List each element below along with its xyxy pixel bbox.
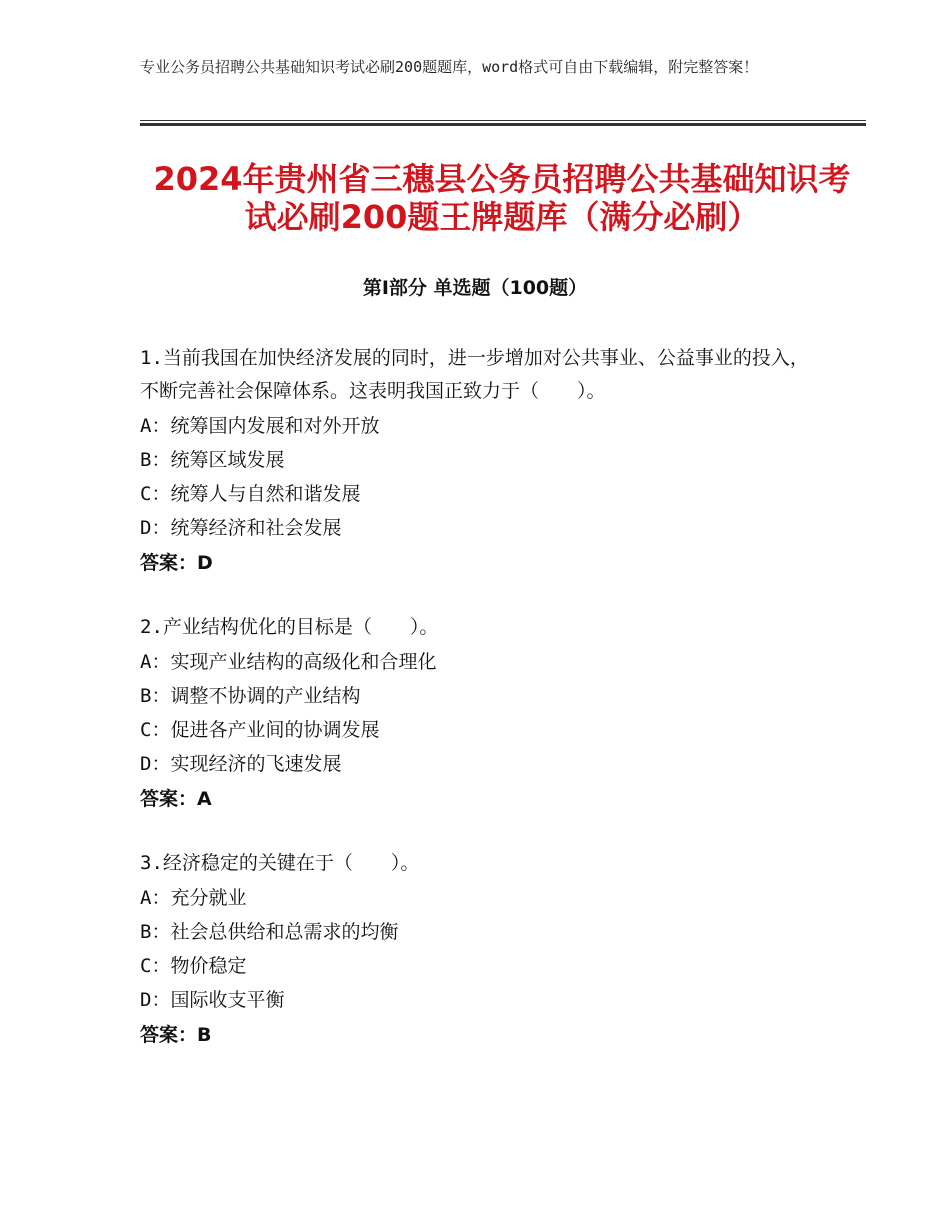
question-2 — [140, 611, 820, 817]
question-stem: 2.产业结构优化的目标是（ ）。 — [140, 616, 439, 638]
header-divider — [140, 120, 866, 126]
question-1 — [140, 342, 820, 581]
option-c: C：统筹人与自然和谐发展 — [140, 483, 361, 505]
answer-label: 答案：B — [140, 1024, 212, 1046]
answer-label: 答案：A — [140, 788, 212, 810]
section-title: 第Ⅰ部分 单选题（100题） — [362, 277, 588, 299]
option-c: C：促进各产业间的协调发展 — [140, 719, 380, 741]
option-a: A：充分就业 — [140, 887, 247, 909]
option-b: B：社会总供给和总需求的均衡 — [140, 921, 399, 943]
option-d: D：统筹经济和社会发展 — [140, 517, 342, 539]
option-c: C：物价稳定 — [140, 955, 247, 977]
question-stem: 3.经济稳定的关键在于（ ）。 — [140, 852, 420, 874]
option-a: A：统筹国内发展和对外开放 — [140, 415, 380, 437]
question-list — [140, 342, 820, 1083]
option-a: A：实现产业结构的高级化和合理化 — [140, 651, 437, 673]
option-b: B：调整不协调的产业结构 — [140, 685, 361, 707]
document-title: 2024年贵州省三穗县公务员招聘公共基础知识考试必刷200题王牌题库（满分必刷） — [153, 160, 851, 236]
option-b: B：统筹区域发展 — [140, 449, 285, 471]
answer-label: 答案：D — [140, 552, 213, 574]
question-3 — [140, 847, 820, 1053]
option-d: D：国际收支平衡 — [140, 989, 285, 1011]
option-d: D：实现经济的飞速发展 — [140, 753, 342, 775]
header-note: 专业公务员招聘公共基础知识考试必刷200题题库，word格式可自由下载编辑，附完整答案！ — [140, 58, 759, 76]
question-stem: 1.当前我国在加快经济发展的同时，进一步增加对公共事业、公益事业的投入，不断完善社会保障体系。这表明我国正致力于（ ）。 — [140, 347, 809, 402]
